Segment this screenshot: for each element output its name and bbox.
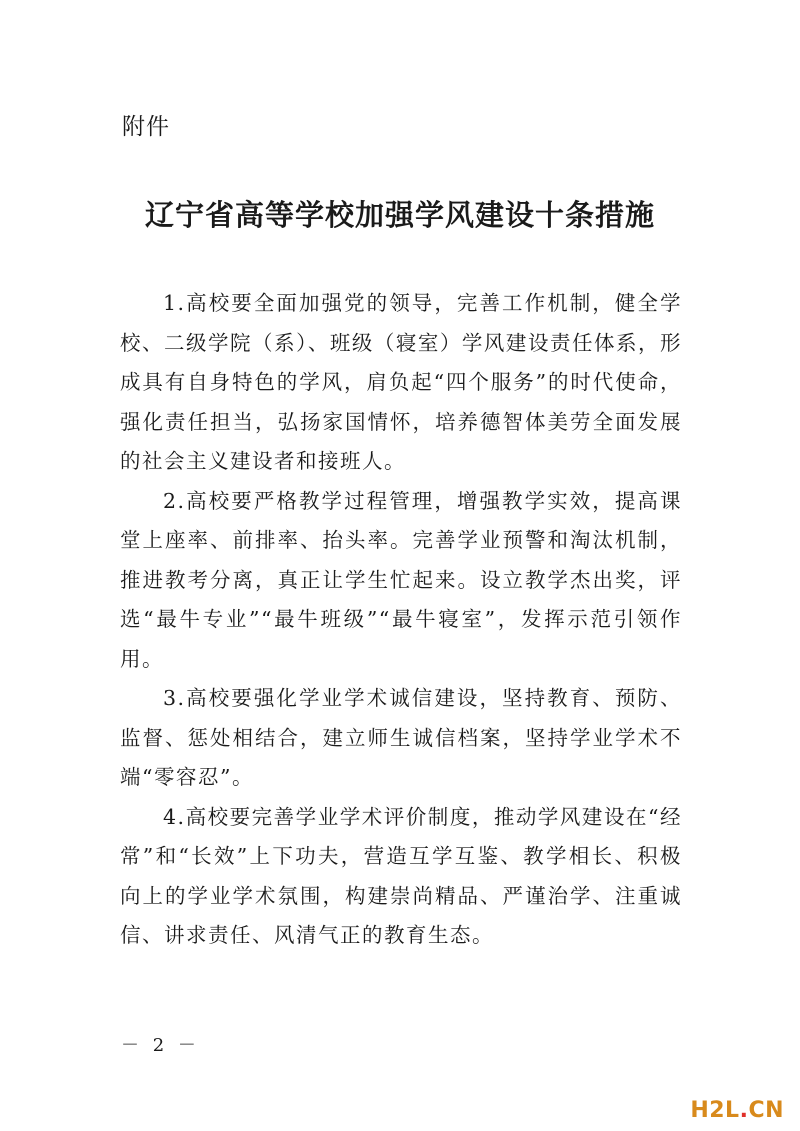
site-watermark	[690, 1098, 784, 1123]
measure-paragraph-3: 3.高校要强化学业学术诚信建设，坚持教育、预防、监督、惩处相结合，建立师生诚信档案，坚持学业学术不端“零容忍”。	[120, 686, 682, 789]
document-title: 辽宁省高等学校加强学风建设十条措施	[144, 198, 655, 232]
measure-paragraph-1: 1.高校要全面加强党的领导，完善工作机制，健全学校、二级学院（系）、班级（寝室）学风建设责任体系，形成具有自身特色的学风，肩负起“四个服务”的时代使命，强化责任担当，弘扬家国情怀，培养德智体美劳全面发展的社会主义建设者和接班人。	[120, 291, 682, 473]
watermark-tld: CN	[748, 1098, 784, 1123]
watermark-dot: .	[739, 1098, 749, 1123]
page-number: － 2 －	[121, 1035, 200, 1056]
document-body	[120, 284, 682, 956]
watermark-brand: H2L	[690, 1098, 740, 1123]
measure-paragraph-4: 4.高校要完善学业学术评价制度，推动学风建设在“经常”和“长效”上下功夫，营造互学互鉴、教学相长、积极向上的学业学术氛围，构建崇尚精品、严谨治学、注重诚信、讲求责任、风清气正的教育生态。	[120, 804, 682, 947]
attachment-label: 附件	[122, 114, 170, 140]
measure-paragraph-2: 2.高校要严格教学过程管理，增强教学实效，提高课堂上座率、前排率、抬头率。完善学业预警和淘汰机制，推进教考分离，真正让学生忙起来。设立教学杰出奖，评选“最牛专业”“最牛班级”“最牛寝室”，发挥示范引领作用。	[120, 488, 682, 671]
